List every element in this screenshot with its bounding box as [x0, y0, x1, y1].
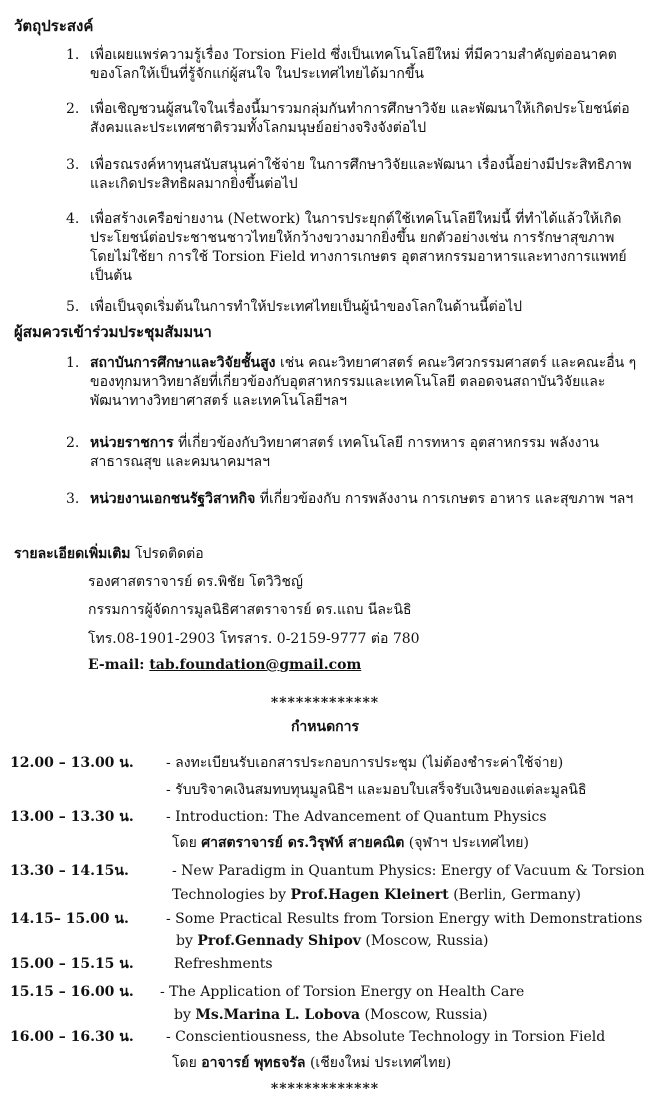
participant-type: สถาบันการศึกษาและวิจัยชั้นสูง: [90, 355, 276, 371]
participant-item-3: [66, 490, 641, 536]
participant-detail: ที่เกี่ยวข้องกับวิทยาศาสตร์ เทคโนโลยี การทหาร อุตสาหกรรม พลังงาน สาธารณสุข และคมนาคมฯลฯ: [90, 435, 599, 470]
participant-item-2: [66, 434, 641, 480]
speaker-name: Prof.Gennady Shipov: [197, 933, 361, 949]
contact-email-line: [88, 656, 361, 675]
contact-role: กรรมการผู้จัดการมูลนิธิศาสตราจารย์ ดร.แถบ นีละนิธิ: [88, 602, 412, 618]
schedule-desc: - Introduction: The Advancement of Quantum Physics: [166, 809, 547, 825]
speaker-affiliation: (Moscow, Russia): [360, 1007, 488, 1023]
contact-heading: รายละเอียดเพิ่มเติม: [14, 546, 131, 562]
objective-number: 2.: [66, 101, 80, 117]
participant-type: หน่วยราชการ: [90, 435, 174, 451]
schedule-speaker: [172, 1054, 642, 1073]
participants-heading: ผู้สมควรเข้าร่วมประชุมสัมมนา: [14, 323, 212, 341]
contact-phone: โทร.08-1901-2903 โทรสาร. 0-2159-9777 ต่อ 780: [88, 631, 420, 647]
email-link[interactable]: tab.foundation@gmail.com: [149, 657, 362, 673]
schedule-desc: - Conscientiousness, the Absolute Technology in Torsion Field: [166, 1029, 606, 1045]
speaker-name: ศาสตราจารย์ ดร.วิรุฬห์ สายคณิต: [201, 835, 405, 851]
objectives-heading: วัตถุประสงค์: [14, 17, 94, 35]
objective-text: เพื่อเผยแพร่ความรู้เรื่อง Torsion Field ซึ่งเป็นเทคโนโลยีใหม่ ที่มีความสำคัญต่ออนาคตของโลกให้เป็นที่รู้จักแก่ผู้สนใจ ในประเทศไทยได้มากขึ้น: [90, 47, 617, 82]
schedule-speaker: [172, 886, 642, 905]
speaker-prefix: Technologies by: [172, 887, 291, 903]
contact-heading-rest: โปรดติดต่อ: [130, 546, 204, 562]
speaker-prefix: โดย: [172, 835, 202, 851]
objective-number: 5.: [66, 299, 80, 315]
schedule-speaker: [176, 932, 646, 951]
speaker-prefix: by: [174, 1007, 196, 1023]
schedule-time: 13.00 – 13.30 น.: [10, 809, 134, 825]
schedule-desc: - The Application of Torsion Energy on Health Care: [160, 984, 525, 1000]
speaker-prefix: by: [176, 933, 198, 949]
divider-stars: *************: [270, 695, 380, 711]
objective-item-2: [66, 100, 641, 146]
speaker-prefix: โดย: [172, 1055, 202, 1071]
participant-number: 2.: [66, 435, 80, 451]
schedule-time: 16.00 – 16.30 น.: [10, 1029, 134, 1045]
schedule-time: 15.15 – 16.00 น.: [10, 984, 134, 1000]
speaker-affiliation: (เชียงใหม่ ประเทศไทย): [305, 1055, 452, 1071]
schedule-desc: - Some Practical Results from Torsion Energy with Demonstrations: [166, 911, 643, 927]
participant-type: หน่วยงานเอกชนรัฐวิสาหกิจ: [90, 491, 256, 507]
participant-text: [90, 490, 641, 509]
participant-text: [90, 434, 641, 472]
objective-item-3: [66, 156, 641, 202]
participant-detail: ที่เกี่ยวข้องกับ การพลังงาน การเกษตร อาหาร และสุขภาพ ฯลฯ: [255, 491, 634, 507]
objective-number: 3.: [66, 157, 80, 173]
schedule-speaker: [172, 834, 642, 853]
objective-item-1: [66, 46, 641, 92]
objective-text: เพื่อเป็นจุดเริ่มต้นในการทำให้ประเทศไทยเป็นผู้นำของโลกในด้านนี้ต่อไป: [90, 299, 523, 315]
schedule-time: 14.15– 15.00 น.: [10, 911, 129, 927]
participant-text: [90, 354, 641, 411]
objective-text: เพื่อเชิญชวนผู้สนใจในเรื่องนี้มารวมกลุ่มกันทำการศึกษาวิจัย และพัฒนาให้เกิดประโยชน์ต่อสังคมและประเทศชาติรวมทั้งโลกมนุษย์อย่างจริงจังต่อไป: [90, 101, 630, 136]
speaker-name: อาจารย์ พุทธจรัล: [201, 1055, 306, 1071]
objective-number: 1.: [66, 47, 80, 63]
email-label: E-mail:: [88, 657, 150, 673]
objective-item-5: [66, 298, 641, 320]
speaker-name: Ms.Marina L. Lobova: [195, 1007, 361, 1023]
schedule-time: 15.00 – 15.15 น.: [10, 956, 134, 972]
schedule-time: 13.30 – 14.15น.: [10, 863, 129, 879]
schedule-desc: - รับบริจาคเงินสมทบทุนมูลนิธิฯ และมอบใบเสร็จรับเงินของแต่ละมูลนิธิ: [166, 782, 587, 798]
participant-detail: เช่น คณะวิทยาศาสตร์ คณะวิศวกรรมศาสตร์ และคณะอื่น ๆของทุกมหาวิทยาลัยที่เกี่ยวข้องกับอุตสาหกรรมและเทคโนโลยี ตลอดจนสถาบันวิจัยและพัฒนาทางวิทยาศาสตร์ และเทคโนโลยีฯลฯ: [90, 355, 637, 409]
speaker-affiliation: (จุฬาฯ ประเทศไทย): [404, 835, 529, 851]
contact-heading-line: [14, 545, 204, 564]
objective-item-4: [66, 210, 641, 294]
divider-stars-bottom: *************: [270, 1081, 380, 1097]
schedule-time: 12.00 – 13.00 น.: [10, 755, 134, 771]
participant-item-1: [66, 354, 641, 424]
speaker-affiliation: (Moscow, Russia): [360, 933, 489, 949]
objective-number: 4.: [66, 211, 80, 227]
participant-number: 1.: [66, 355, 80, 371]
speaker-name: Prof.Hagen Kleinert: [290, 887, 449, 903]
schedule-desc: - New Paradigm in Quantum Physics: Energy of Vacuum & Torsion: [172, 863, 645, 879]
schedule-desc: Refreshments: [174, 956, 273, 972]
participant-number: 3.: [66, 491, 80, 507]
schedule-desc: - ลงทะเบียนรับเอกสารประกอบการประชุม (ไม่ต้องชำระค่าใช้จ่าย): [166, 755, 564, 771]
speaker-affiliation: (Berlin, Germany): [448, 887, 581, 903]
objective-text: เพื่อสร้างเครือข่ายงาน (Network) ในการประยุกต์ใช้เทคโนโลยีใหม่นี้ ที่ทำได้แล้วให้เกิดประโยชน์ต่อประชาชนชาวไทยให้กว้างขวางมากยิ่งขึ้น ยกตัวอย่างเช่น การรักษาสุขภาพ โดยไม่ใช้ยา การใช้ Torsion Field ทางการเกษตร อุตสาหกรรมอาหารและทางการแพทย์เป็นต้น: [90, 211, 627, 284]
objective-text: เพื่อรณรงค์หาทุนสนับสนุนค่าใช้จ่าย ในการศึกษาวิจัยและพัฒนา เรื่องนี้อย่างมีประสิทธิภาพและเกิดประสิทธิผลมากยิ่งขึ้นต่อไป: [90, 157, 632, 192]
contact-name: รองศาสตราจารย์ ดร.พิชัย โตวิวิชญ์: [88, 574, 303, 590]
schedule-speaker: [174, 1006, 644, 1025]
schedule-heading: กำหนดการ: [290, 719, 360, 735]
